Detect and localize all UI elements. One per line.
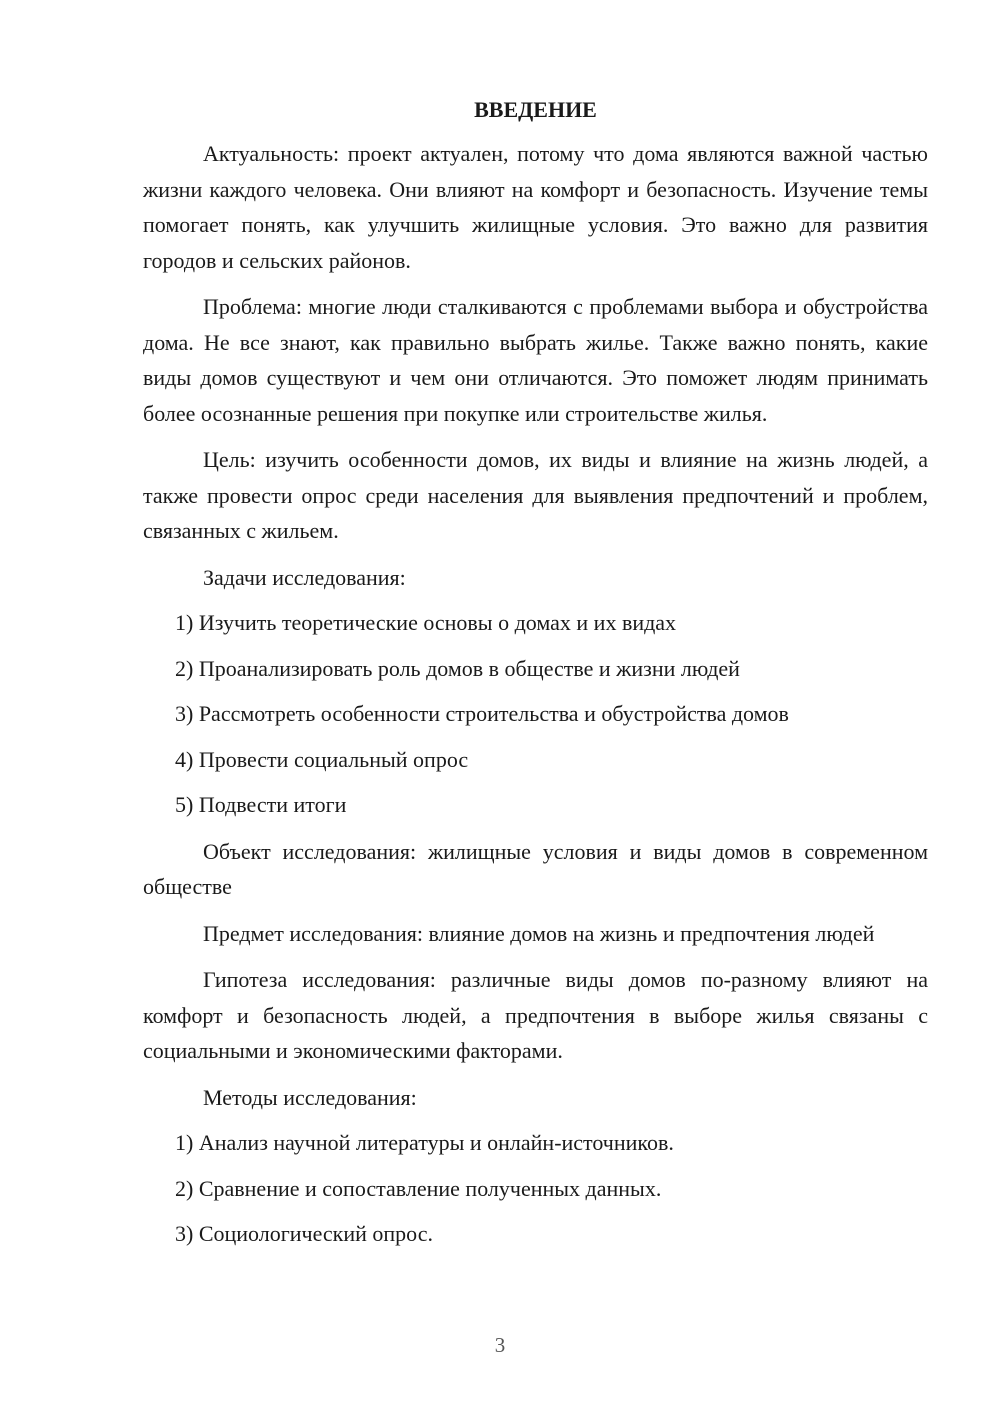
- task-item: 5) Подвести итоги: [175, 792, 347, 817]
- method-item: 3) Социологический опрос.: [175, 1221, 433, 1246]
- hypothesis-paragraph: Гипотеза исследования: различные виды домов по-разному влияют на комфорт и безопасность людей, а предпочтения в выборе жилья связаны с социальными и экономическими факторами.: [143, 967, 928, 1063]
- methods-heading: Методы исследования:: [203, 1084, 417, 1110]
- task-item: 3) Рассмотреть особенности строительства и обустройства домов: [175, 701, 789, 726]
- goal-paragraph: Цель: изучить особенности домов, их виды и влияние на жизнь людей, а также провести опрос среди населения для выявления предпочтений и проблем, связанных с жильем.: [143, 447, 928, 543]
- relevance-paragraph: Актуальность: проект актуален, потому что дома являются важной частью жизни каждого человека. Они влияют на комфорт и безопасность. Изучение темы помогает понять, как улучшить жилищные условия. Это важно для развития городов и сельских районов.: [143, 141, 928, 273]
- page-number: 3: [494, 1333, 506, 1357]
- task-item: 2) Проанализировать роль домов в обществе и жизни людей: [175, 655, 740, 681]
- method-item: 1) Анализ научной литературы и онлайн-источников.: [175, 1130, 674, 1155]
- task-item: 1) Изучить теоретические основы о домах и их видах: [175, 610, 677, 635]
- section-title: ВВЕДЕНИЕ: [474, 97, 597, 122]
- problem-paragraph: Проблема: многие люди сталкиваются с проблемами выбора и обустройства дома. Не все знают, как правильно выбрать жилье. Также важно понять, какие виды домов существуют и чем они отличаются. Это поможет людям принимать более осознанные решения при покупке или строительстве жилья.: [143, 294, 928, 426]
- subject-paragraph: Предмет исследования: влияние домов на жизнь и предпочтения людей: [203, 920, 875, 946]
- task-item: 4) Провести социальный опрос: [175, 746, 469, 772]
- object-paragraph: Объект исследования: жилищные условия и виды домов в современном обществе: [143, 838, 928, 899]
- method-item: 2) Сравнение и сопоставление полученных данных.: [175, 1175, 662, 1201]
- tasks-heading: Задачи исследования:: [203, 564, 406, 590]
- document-page: [143, 96, 928, 1262]
